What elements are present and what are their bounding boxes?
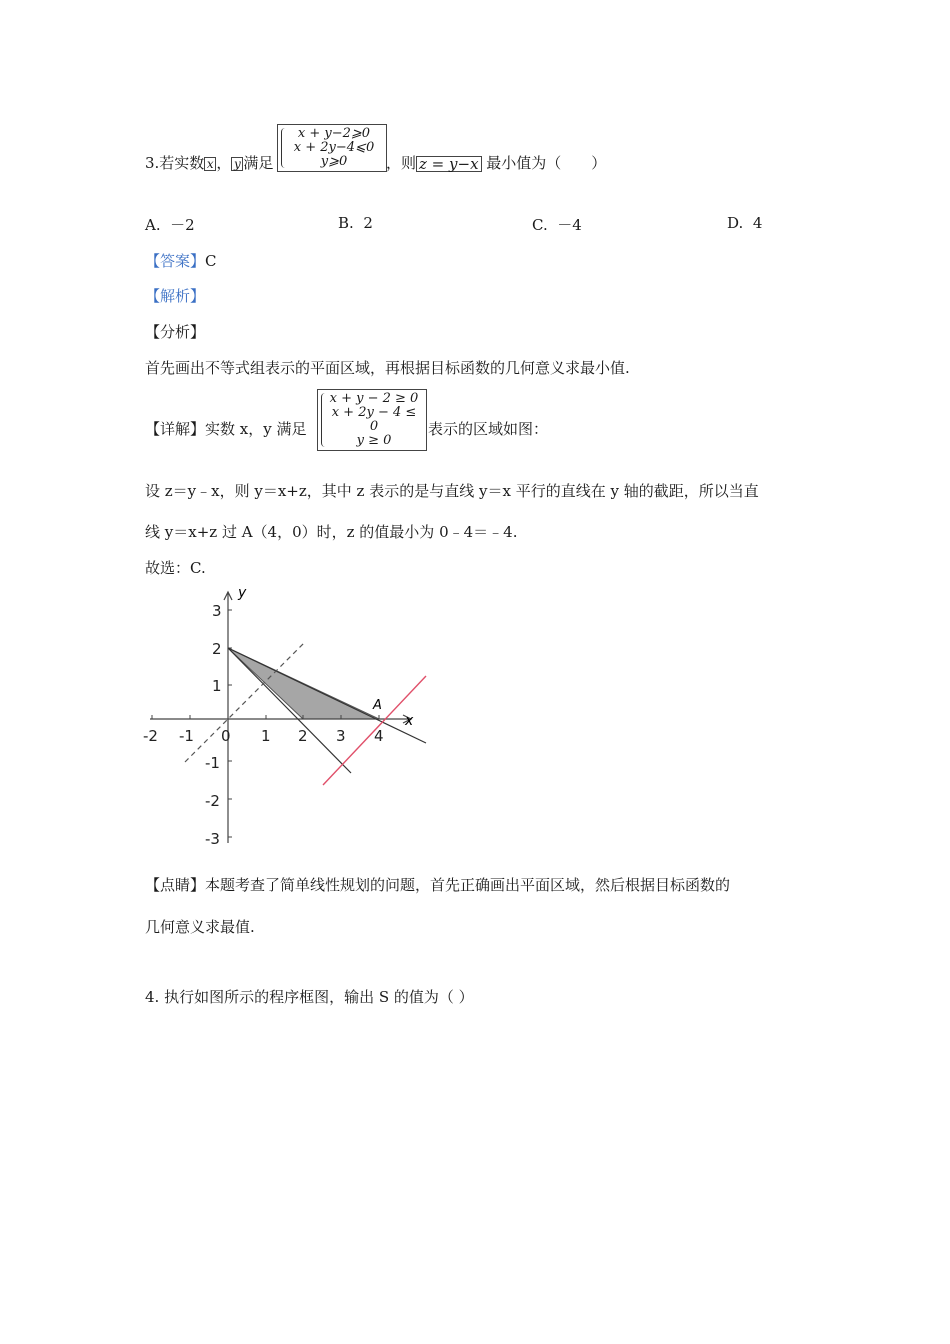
question-3: 3.若实数 x ， y 满足 <box>145 154 274 172</box>
x-tick-label: 3 <box>336 727 346 745</box>
objective-function: z = y−x <box>416 156 482 172</box>
paragraph-2: 线 y＝x+z 过 A（4，0）时，z 的值最小为 0﹣4＝﹣4. <box>145 523 518 541</box>
option-d: D. 4 <box>727 214 763 232</box>
y-axis-label: y <box>238 585 247 601</box>
x-tick-label: 2 <box>298 727 308 745</box>
fenxi-tag: 【分析】 <box>145 323 206 341</box>
fenxi-text: 首先画出不等式组表示的平面区域，再根据目标函数的几何意义求最小值. <box>145 359 630 377</box>
x-tick-label: 1 <box>261 727 271 745</box>
y-tick-label: -1 <box>205 754 220 772</box>
y-tick-label: 2 <box>212 640 222 658</box>
x-tick-label: -2 <box>143 727 158 745</box>
var-x-box: x <box>204 157 216 171</box>
question-4: 4. 执行如图所示的程序框图，输出 S 的值为（ ） <box>145 988 474 1006</box>
q3-inequality-system: x + y−2⩾0 x + 2y−4⩽0 y⩾0 <box>277 124 387 172</box>
q3-satisfy: 满足 <box>243 154 274 172</box>
option-c: C. －4 <box>532 216 582 234</box>
answer-value: C <box>205 252 217 270</box>
comment-tag: 【点睛】 <box>145 876 206 894</box>
line-x-plus-2y-4 <box>228 648 426 743</box>
y-tick-label: -2 <box>205 792 220 810</box>
detail-tag: 【详解】 <box>145 420 206 438</box>
y-tick-label: -3 <box>205 830 220 848</box>
choose-line: 故选：C. <box>145 559 206 577</box>
paragraph-1: 设 z＝y﹣x，则 y＝x+z，其中 z 表示的是与直线 y＝x 平行的直线在 y 轴的截距，所以当直 <box>145 482 759 500</box>
answer-tag: 【答案】 <box>145 252 206 270</box>
point-a-label: A <box>373 698 382 713</box>
detail-line: 【详解】实数 x，y 满足 <box>145 420 307 438</box>
y-tick-label: 3 <box>212 602 222 620</box>
var-y-box: y <box>231 157 243 171</box>
x-tick-label: 4 <box>374 727 384 745</box>
y-tick-label: 1 <box>212 677 222 695</box>
x-tick-label: -1 <box>179 727 194 745</box>
answer-line <box>145 250 217 271</box>
x-tick-label: 0 <box>221 727 231 745</box>
option-b: B. 2 <box>338 214 373 232</box>
detail-post: 表示的区域如图： <box>428 420 549 438</box>
q3-prefix: 3.若实数 <box>145 154 205 172</box>
comment-line-1: 【点睛】本题考查了简单线性规划的问题，首先正确画出平面区域，然后根据目标函数的 <box>145 876 731 894</box>
feasible-region-graph <box>135 585 445 855</box>
x-axis-label: x <box>405 713 414 729</box>
detail-inequality-system: x + y − 2 ≥ 0 x + 2y − 4 ≤ 0 y ≥ 0 <box>317 389 427 451</box>
option-a: A. －2 <box>145 216 195 234</box>
comment-line-2: 几何意义求最值. <box>145 918 255 936</box>
analysis-tag: 【解析】 <box>145 287 206 305</box>
